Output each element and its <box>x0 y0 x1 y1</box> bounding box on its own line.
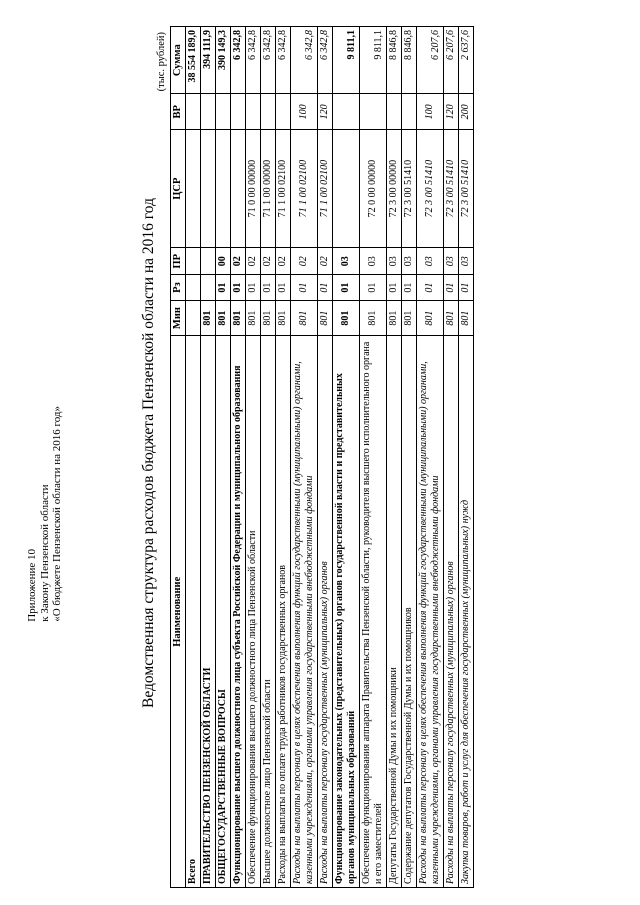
cell-csr: 72 3 00 51410 <box>402 130 417 248</box>
cell-csr <box>216 130 231 248</box>
cell-csr: 71 1 00 02100 <box>291 130 318 248</box>
cell-csr: 72 3 00 51410 <box>444 130 459 248</box>
appendix-note <box>26 406 64 622</box>
cell-pr: 00 <box>216 248 231 275</box>
cell-csr <box>201 130 216 248</box>
table-row <box>216 27 231 888</box>
cell-sum: 394 111,9 <box>201 27 216 94</box>
cell-vr: 100 <box>291 94 318 130</box>
cell-rz: 01 <box>291 275 318 300</box>
cell-vr: 120 <box>444 94 459 130</box>
cell-sum: 9 811,1 <box>333 27 360 94</box>
cell-name: Обеспечение функционирования аппарата Правительства Пензенской области, руководителя высшего исполнительного органа и его заместителей <box>360 336 387 888</box>
table-row <box>276 27 291 888</box>
cell-name: Расходы на выплаты персоналу в целях обеспечения выполнения функций государственными (муниципальными) органами, казенными учреждениями, органами управления государственными внебюджетными фондами <box>417 336 444 888</box>
cell-rz <box>186 275 201 300</box>
cell-rz: 01 <box>444 275 459 300</box>
cell-min <box>186 300 201 336</box>
cell-rz: 01 <box>318 275 333 300</box>
cell-pr: 03 <box>333 248 360 275</box>
document-page <box>20 18 620 888</box>
cell-csr: 71 0 00 00000 <box>246 130 261 248</box>
cell-name: ОБЩЕГОСУДАРСТВЕННЫЕ ВОПРОСЫ <box>216 336 231 888</box>
cell-sum: 6 207,6 <box>444 27 459 94</box>
cell-vr <box>387 94 402 130</box>
cell-vr <box>333 94 360 130</box>
cell-name: Всего <box>186 336 201 888</box>
cell-vr: 100 <box>417 94 444 130</box>
cell-pr: 03 <box>402 248 417 275</box>
table-row <box>444 27 459 888</box>
cell-sum: 8 846,8 <box>402 27 417 94</box>
document-title: Ведомственная структура расходов бюджета Пензенской области на 2016 год <box>140 198 157 708</box>
cell-vr <box>186 94 201 130</box>
cell-pr: 03 <box>444 248 459 275</box>
cell-csr <box>333 130 360 248</box>
table-row <box>291 27 318 888</box>
table-row <box>186 27 201 888</box>
cell-pr: 02 <box>318 248 333 275</box>
cell-rz: 01 <box>261 275 276 300</box>
cell-min: 801 <box>291 300 318 336</box>
cell-min: 801 <box>333 300 360 336</box>
cell-rz: 01 <box>231 275 246 300</box>
cell-vr: 200 <box>459 94 474 130</box>
cell-csr <box>186 130 201 248</box>
table-row <box>318 27 333 888</box>
table-row <box>417 27 444 888</box>
cell-csr: 71 1 00 00000 <box>261 130 276 248</box>
cell-sum: 6 342,8 <box>318 27 333 94</box>
cell-rz: 01 <box>246 275 261 300</box>
cell-pr: 03 <box>417 248 444 275</box>
budget-table <box>170 26 474 888</box>
cell-vr <box>402 94 417 130</box>
cell-name: ПРАВИТЕЛЬСТВО ПЕНЗЕНСКОЙ ОБЛАСТИ <box>201 336 216 888</box>
cell-vr <box>261 94 276 130</box>
header-name: Наименование <box>171 336 186 888</box>
table-row <box>246 27 261 888</box>
cell-name: Расходы на выплаты персоналу в целях обеспечения выполнения функций государственными (муниципальными) органами, казенными учреждениями, органами управления государственными внебюджетными фондами <box>291 336 318 888</box>
cell-min: 801 <box>216 300 231 336</box>
cell-pr: 02 <box>261 248 276 275</box>
cell-name: Расходы на выплаты персоналу государственных (муниципальных) органов <box>318 336 333 888</box>
cell-rz: 01 <box>402 275 417 300</box>
cell-csr: 72 3 00 51410 <box>459 130 474 248</box>
cell-sum: 2 637,6 <box>459 27 474 94</box>
cell-csr: 71 1 00 02100 <box>318 130 333 248</box>
cell-sum: 6 342,8 <box>231 27 246 94</box>
header-rz: Рз <box>171 275 186 300</box>
cell-name: Депутаты Государственной Думы и их помощники <box>387 336 402 888</box>
cell-min: 801 <box>387 300 402 336</box>
cell-sum: 6 342,8 <box>276 27 291 94</box>
cell-min: 801 <box>417 300 444 336</box>
cell-sum: 38 554 189,0 <box>186 27 201 94</box>
cell-rz: 01 <box>360 275 387 300</box>
cell-vr <box>201 94 216 130</box>
cell-name: Функционирование законодательных (представительных) органов государственной власти и представительных органов муниципальных образований <box>333 336 360 888</box>
cell-sum: 390 149,3 <box>216 27 231 94</box>
cell-min: 801 <box>246 300 261 336</box>
cell-sum: 6 207,6 <box>417 27 444 94</box>
table-row <box>402 27 417 888</box>
cell-csr: 72 3 00 00000 <box>387 130 402 248</box>
cell-min: 801 <box>231 300 246 336</box>
cell-min: 801 <box>318 300 333 336</box>
cell-rz: 01 <box>387 275 402 300</box>
header-vr: ВР <box>171 94 186 130</box>
cell-sum: 6 342,8 <box>261 27 276 94</box>
cell-rz: 01 <box>276 275 291 300</box>
cell-min: 801 <box>444 300 459 336</box>
cell-min: 801 <box>402 300 417 336</box>
appendix-line-2: к Закону Пензенской области <box>38 484 51 622</box>
cell-rz: 01 <box>216 275 231 300</box>
table-row <box>360 27 387 888</box>
cell-name: Обеспечение функционирования высшего должностного лица Пензенской области <box>246 336 261 888</box>
cell-rz: 01 <box>417 275 444 300</box>
cell-vr <box>231 94 246 130</box>
cell-min: 801 <box>201 300 216 336</box>
cell-rz: 01 <box>459 275 474 300</box>
cell-sum: 8 846,8 <box>387 27 402 94</box>
cell-pr: 03 <box>387 248 402 275</box>
cell-csr: 71 1 00 02100 <box>276 130 291 248</box>
cell-sum: 9 811,1 <box>360 27 387 94</box>
units-note: (тыс. рублей) <box>156 32 167 92</box>
cell-min: 801 <box>261 300 276 336</box>
table-header-row <box>171 27 186 888</box>
header-min: Мин <box>171 300 186 336</box>
cell-name: Расходы на выплаты по оплате труда работников государственных органов <box>276 336 291 888</box>
appendix-line-3: «О бюджете Пензенской области на 2016 год» <box>51 406 63 622</box>
cell-min: 801 <box>360 300 387 336</box>
cell-rz: 01 <box>333 275 360 300</box>
table-row <box>261 27 276 888</box>
cell-pr: 03 <box>459 248 474 275</box>
cell-pr <box>186 248 201 275</box>
cell-sum: 6 342,8 <box>291 27 318 94</box>
header-sum: Сумма <box>171 27 186 94</box>
cell-min: 801 <box>459 300 474 336</box>
cell-name: Высшее должностное лицо Пензенской области <box>261 336 276 888</box>
table-row <box>333 27 360 888</box>
cell-csr: 72 3 00 51410 <box>417 130 444 248</box>
cell-min: 801 <box>276 300 291 336</box>
cell-vr <box>216 94 231 130</box>
cell-vr <box>246 94 261 130</box>
cell-name: Функционирование высшего должностного лица субъекта Российской Федерации и муниципального образования <box>231 336 246 888</box>
cell-pr: 02 <box>246 248 261 275</box>
cell-pr: 02 <box>276 248 291 275</box>
cell-csr: 72 0 00 00000 <box>360 130 387 248</box>
cell-pr <box>201 248 216 275</box>
cell-vr: 120 <box>318 94 333 130</box>
cell-name: Закупка товаров, работ и услуг для обеспечения государственных (муниципальных) нужд <box>459 336 474 888</box>
cell-pr: 02 <box>291 248 318 275</box>
table-row <box>231 27 246 888</box>
table-row <box>387 27 402 888</box>
table-body <box>186 27 474 888</box>
cell-sum: 6 342,8 <box>246 27 261 94</box>
cell-rz <box>201 275 216 300</box>
header-csr: ЦСР <box>171 130 186 248</box>
appendix-line-1: Приложение 10 <box>26 548 38 622</box>
table-row <box>459 27 474 888</box>
cell-name: Содержание депутатов Государственной Думы и их помощников <box>402 336 417 888</box>
cell-pr: 03 <box>360 248 387 275</box>
cell-name: Расходы на выплаты персоналу государственных (муниципальных) органов <box>444 336 459 888</box>
table-row <box>201 27 216 888</box>
cell-vr <box>360 94 387 130</box>
cell-pr: 02 <box>231 248 246 275</box>
cell-csr <box>231 130 246 248</box>
header-pr: ПР <box>171 248 186 275</box>
cell-vr <box>276 94 291 130</box>
